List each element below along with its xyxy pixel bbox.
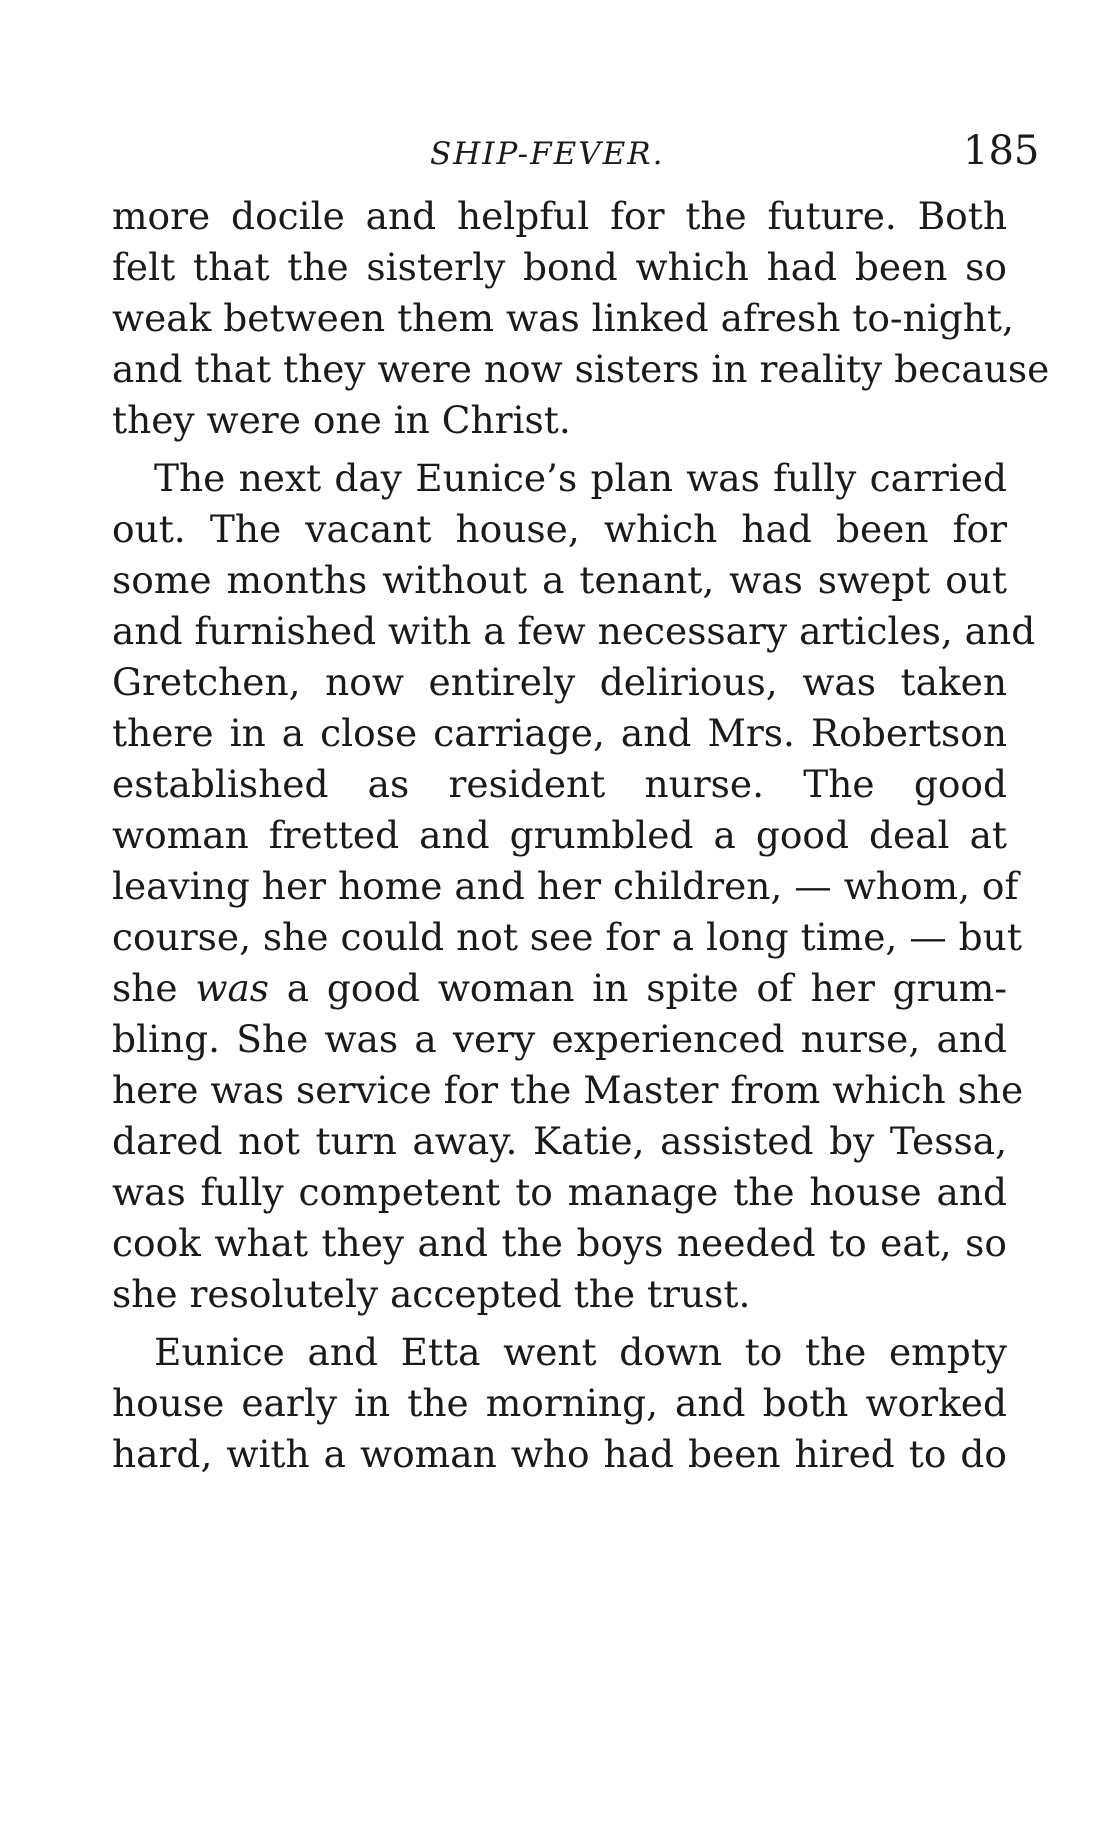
- text-line: The next day Eunice’s plan was fully carried: [154, 456, 1007, 500]
- text-line: course, she could not see for a long time, — but: [112, 915, 1022, 959]
- text-line: hard, with a woman who had been hired to do: [112, 1432, 1007, 1476]
- text-line: here was service for the Master from which she: [112, 1068, 1024, 1112]
- text-line: leaving her home and her children, — whom, of: [112, 864, 1019, 908]
- text-line: [112, 964, 1007, 1012]
- text-line: weak between them was linked afresh to-night,: [112, 296, 1014, 340]
- text-line: established as resident nurse. The good: [112, 762, 1007, 806]
- text-line: bling. She was a very experienced nurse, and: [112, 1017, 1007, 1061]
- running-title: SHIP-FEVER.: [430, 136, 665, 172]
- text-line: was fully competent to manage the house and: [112, 1170, 1007, 1214]
- text-line: there in a close carriage, and Mrs. Robertson: [112, 711, 1007, 755]
- text-line: and furnished with a few necessary articles, and: [112, 609, 1036, 653]
- text-line: Gretchen, now entirely delirious, was taken: [112, 660, 1007, 704]
- text-line: house early in the morning, and both worked: [112, 1381, 1007, 1425]
- text-line: Eunice and Etta went down to the empty: [154, 1330, 1007, 1374]
- text-line: woman fretted and grumbled a good deal at: [112, 813, 1007, 857]
- text-line: more docile and helpful for the future. Both: [112, 194, 1007, 238]
- text-line: dared not turn away. Katie, assisted by Tessa,: [112, 1119, 1007, 1163]
- text-line: she resolutely accepted the trust.: [112, 1272, 751, 1316]
- text-line: they were one in Christ.: [112, 398, 571, 442]
- text-line: felt that the sisterly bond which had been so: [112, 245, 1007, 289]
- text-line: some months without a tenant, was swept out: [112, 558, 1007, 602]
- text-line: cook what they and the boys needed to eat, so: [112, 1221, 1007, 1265]
- emphasis-text: was: [195, 966, 270, 1010]
- text-run: she: [112, 966, 196, 1010]
- text-line: and that they were now sisters in reality because: [112, 347, 1050, 391]
- text-line: out. The vacant house, which had been for: [112, 507, 1007, 551]
- text-run: a good woman in spite of her grum-: [269, 966, 1007, 1010]
- page-number: 185: [963, 128, 1040, 174]
